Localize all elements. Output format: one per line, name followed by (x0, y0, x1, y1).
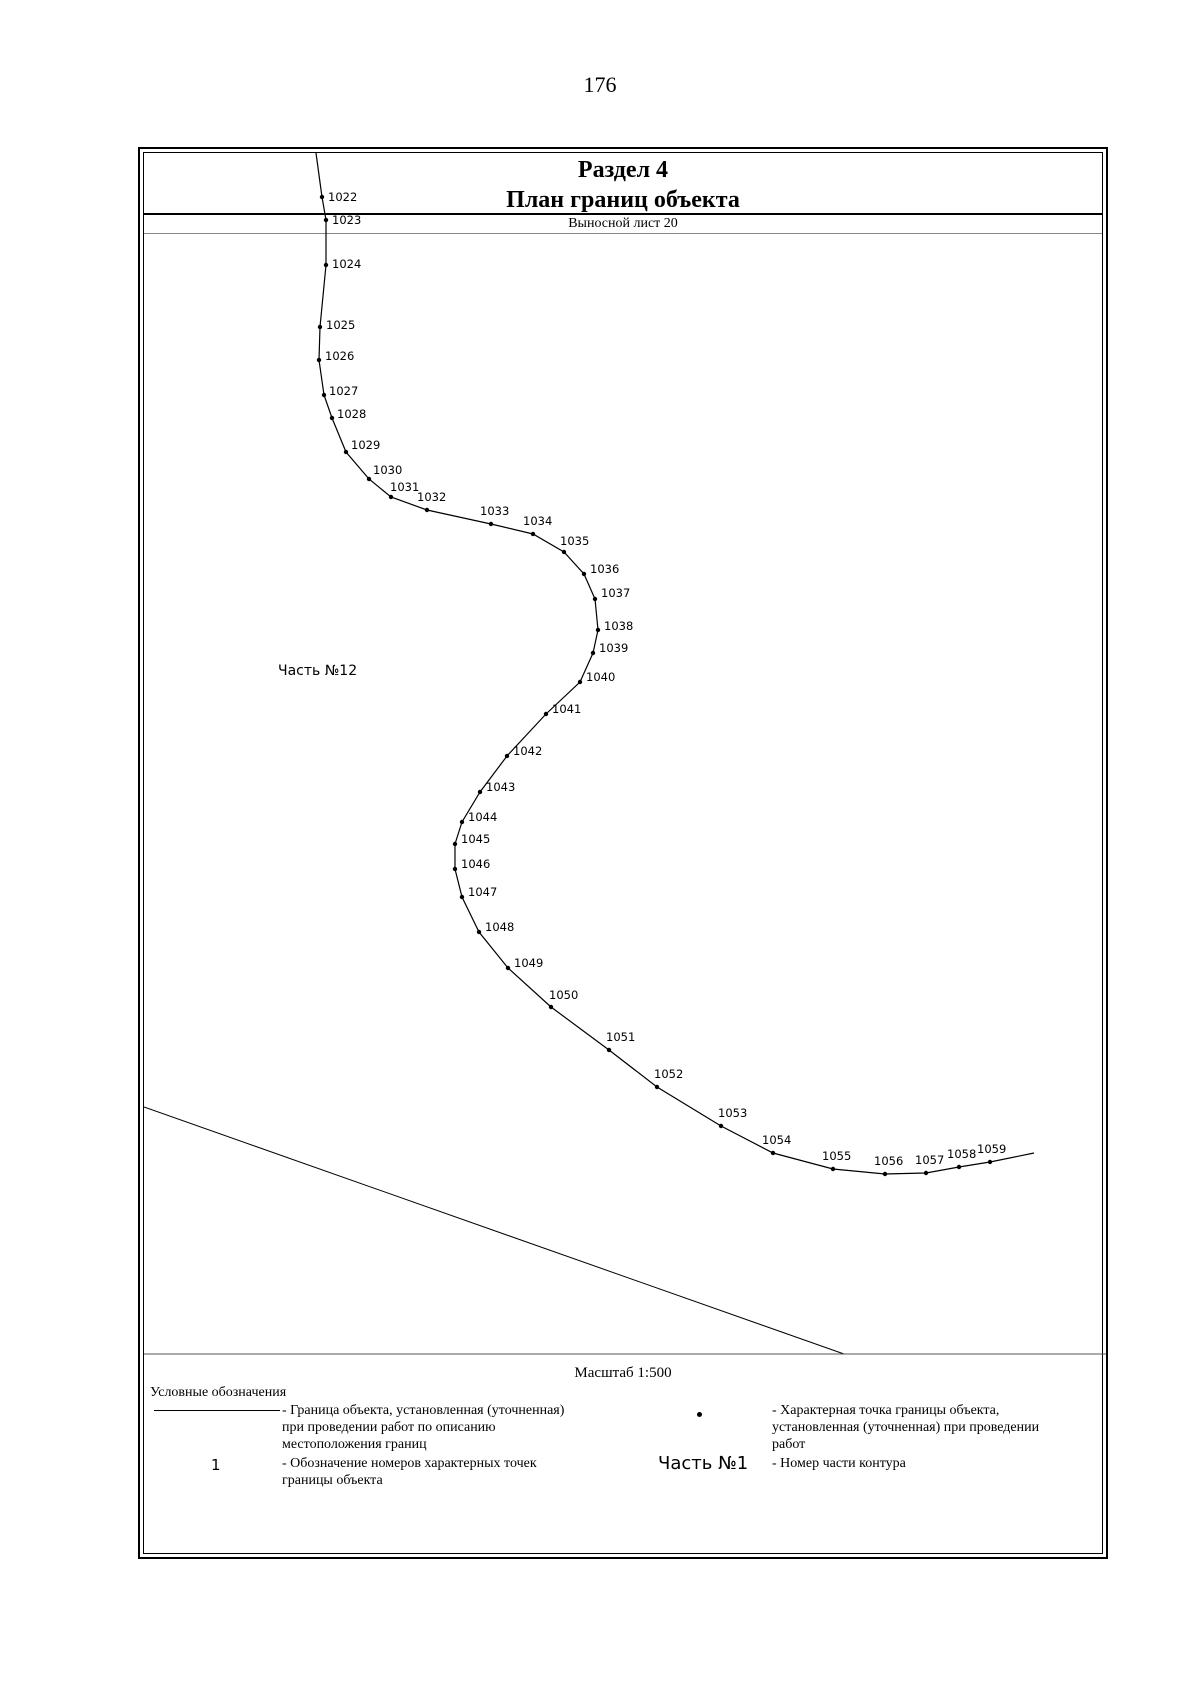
scale-label: Масштаб 1:500 (574, 1365, 672, 1381)
point-label-1047: 1047 (468, 885, 498, 899)
point-label-1037: 1037 (601, 586, 631, 600)
boundary-map (144, 153, 1106, 1557)
boundary-point-1058 (957, 1165, 961, 1169)
boundary-point-1053 (719, 1124, 723, 1128)
legend-number-text: - Обозначение номеров характерных точек границы объекта (282, 1456, 537, 1488)
point-label-1059: 1059 (977, 1142, 1007, 1156)
boundary-point-1052 (655, 1085, 659, 1089)
boundary-points (317, 190, 1006, 1176)
legend-boundary-line-text: - Граница объекта, установленная (уточненная) при проведении работ по описанию местоположения границ (282, 1403, 565, 1452)
point-label-1054: 1054 (762, 1133, 792, 1147)
page-number: 176 (583, 72, 617, 97)
point-label-1053: 1053 (718, 1106, 748, 1120)
point-label-1036: 1036 (590, 562, 620, 576)
point-label-1040: 1040 (586, 670, 616, 684)
point-label-1058: 1058 (947, 1147, 977, 1161)
point-label-1034: 1034 (523, 514, 553, 528)
point-label-1051: 1051 (606, 1030, 636, 1044)
legend-title: Условные обозначения (150, 1385, 287, 1400)
point-label-1045: 1045 (461, 832, 491, 846)
boundary-point-1051 (607, 1048, 611, 1052)
point-label-1029: 1029 (351, 438, 381, 452)
part-label: Часть №12 (278, 663, 358, 679)
legend-part-sample: Часть №1 (658, 1453, 749, 1474)
boundary-point-1028 (330, 416, 334, 420)
boundary-point-1029 (344, 450, 348, 454)
boundary-point-1055 (831, 1167, 835, 1171)
point-label-1031: 1031 (390, 480, 420, 494)
boundary-point-1027 (322, 393, 326, 397)
legend-number-sample: 1 (211, 1456, 221, 1474)
boundary-point-1030 (367, 477, 371, 481)
point-label-1052: 1052 (654, 1067, 684, 1081)
point-label-1025: 1025 (326, 318, 356, 332)
point-label-1028: 1028 (337, 407, 367, 421)
point-label-1050: 1050 (549, 988, 579, 1002)
boundary-point-1033 (489, 522, 493, 526)
boundary-point-1043 (478, 790, 482, 794)
boundary-point-1045 (453, 842, 457, 846)
point-label-1027: 1027 (329, 384, 359, 398)
legend-part-text: - Номер части контура (772, 1456, 906, 1471)
boundary-point-1037 (593, 597, 597, 601)
point-label-1030: 1030 (373, 463, 403, 477)
boundary-point-1024 (324, 263, 328, 267)
point-label-1022: 1022 (328, 190, 358, 204)
point-label-1055: 1055 (822, 1149, 852, 1163)
boundary-point-1039 (591, 651, 595, 655)
object-boundary-line (316, 153, 1034, 1174)
boundary-point-1059 (988, 1160, 992, 1164)
plan-inner-frame (143, 152, 1103, 1554)
point-label-1046: 1046 (461, 857, 491, 871)
boundary-point-1042 (505, 754, 509, 758)
point-label-1033: 1033 (480, 504, 510, 518)
point-label-1026: 1026 (325, 349, 355, 363)
point-label-1048: 1048 (485, 920, 515, 934)
point-label-1024: 1024 (332, 257, 362, 271)
boundary-point-1044 (460, 820, 464, 824)
boundary-point-1034 (531, 532, 535, 536)
boundary-point-1036 (582, 572, 586, 576)
boundary-point-1038 (596, 628, 600, 632)
boundary-point-1026 (317, 358, 321, 362)
point-label-1041: 1041 (552, 702, 582, 716)
boundary-point-1047 (460, 895, 464, 899)
point-label-1023: 1023 (332, 213, 362, 227)
point-label-1035: 1035 (560, 534, 590, 548)
point-label-1056: 1056 (874, 1154, 904, 1168)
sheet-label: Выносной лист 20 (144, 215, 1102, 234)
boundary-point-1054 (771, 1151, 775, 1155)
point-label-1049: 1049 (514, 956, 544, 970)
boundary-point-1041 (544, 712, 548, 716)
point-label-1044: 1044 (468, 810, 498, 824)
point-label-1039: 1039 (599, 641, 629, 655)
boundary-point-1056 (883, 1172, 887, 1176)
plan-frame (138, 147, 1108, 1559)
boundary-point-1035 (562, 550, 566, 554)
legend-boundary-line-sample (154, 1410, 280, 1411)
boundary-point-1049 (506, 966, 510, 970)
point-label-1043: 1043 (486, 780, 516, 794)
boundary-point-1025 (318, 325, 322, 329)
legend-point-sample (697, 1412, 702, 1417)
boundary-point-1050 (549, 1005, 553, 1009)
boundary-point-1022 (320, 195, 324, 199)
point-label-1038: 1038 (604, 619, 634, 633)
adjacent-boundary-line (144, 1107, 844, 1354)
point-label-1032: 1032 (417, 490, 447, 504)
boundary-point-1023 (324, 218, 328, 222)
boundary-point-1057 (924, 1171, 928, 1175)
plan-heading: План границ объекта (506, 187, 740, 213)
legend-point-text: - Характерная точка границы объекта, установленная (уточненная) при проведении работ (772, 1403, 1040, 1452)
boundary-point-1032 (425, 508, 429, 512)
boundary-point-1048 (477, 930, 481, 934)
point-label-1057: 1057 (915, 1153, 945, 1167)
boundary-point-1040 (578, 680, 582, 684)
point-label-1042: 1042 (513, 744, 543, 758)
boundary-point-1046 (453, 867, 457, 871)
boundary-point-1031 (389, 495, 393, 499)
section-title: Раздел 4 (577, 157, 669, 183)
